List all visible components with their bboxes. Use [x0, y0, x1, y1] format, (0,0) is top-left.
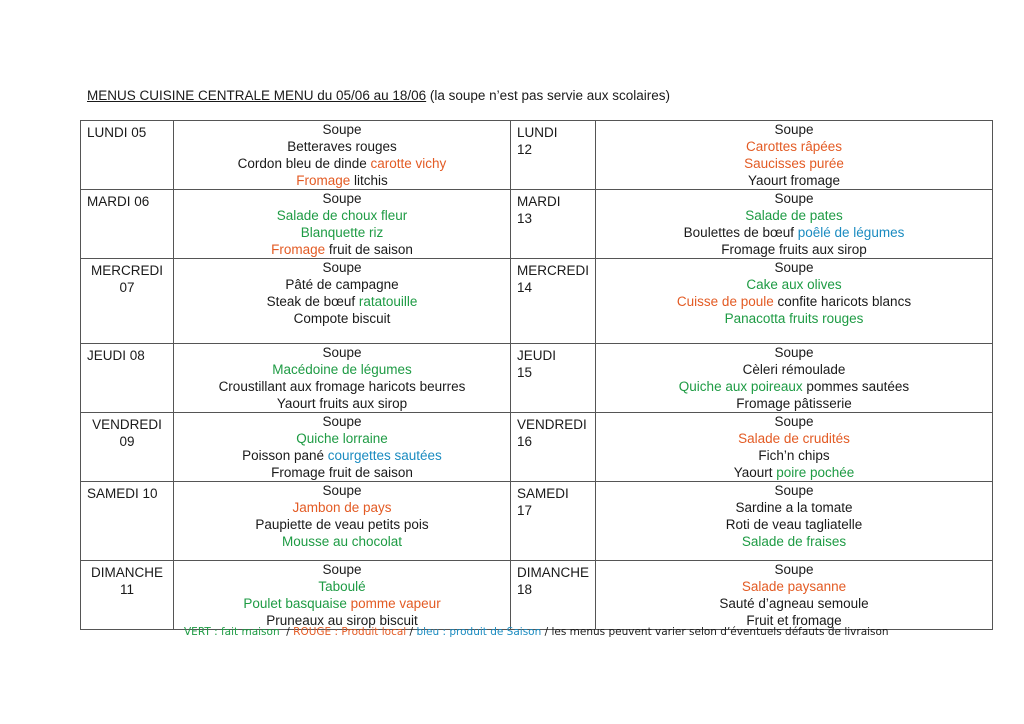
menu-item: [596, 293, 992, 310]
day-label: MERCREDI: [517, 263, 590, 278]
menu-item-text: poêlé de légumes: [797, 225, 905, 240]
menu-item-text: Quiche lorraine: [296, 431, 388, 446]
menu-item-text: Cuisse de poule: [676, 294, 774, 309]
menu-item: [174, 293, 510, 310]
menu-item-text: Soupe: [774, 260, 814, 275]
menu-item-text: litchis: [350, 173, 388, 188]
menu-item-text: Cèleri rémoulade: [742, 362, 846, 377]
menu-item-text: Panacotta fruits rouges: [724, 311, 864, 326]
menu-item-text: Sauté d’agneau semoule: [719, 596, 869, 611]
menu-item-text: Soupe: [322, 191, 362, 206]
menu-item-text: Croustillant aux fromage haricots beurres: [218, 379, 466, 394]
menu-item-text: Salade paysanne: [741, 579, 847, 594]
menu-item-text: Cordon bleu de dinde: [237, 156, 371, 171]
menu-item-text: Paupiette de veau petits pois: [255, 517, 429, 532]
day-label: LUNDI: [517, 125, 558, 140]
menu-item-text: Poisson pané: [242, 448, 328, 463]
meal-cell-right: [596, 482, 993, 561]
menu-item-text: Roti de veau tagliatelle: [725, 517, 863, 532]
menu-row: [81, 561, 993, 630]
menu-item-text: Salade de choux fleur: [276, 208, 408, 223]
menu-item-text: Sardine a la tomate: [735, 500, 853, 515]
menu-item-text: Taboulé: [318, 579, 366, 594]
menu-item-text: carotte vichy: [370, 156, 447, 171]
menu-item-text: Soupe: [322, 562, 362, 577]
menu-item: [174, 190, 510, 207]
legend-text: VERT : fait maison: [184, 626, 280, 638]
meal-cell-left: [174, 190, 511, 259]
menu-item-text: Fromage: [271, 242, 326, 257]
menu-item: [174, 310, 510, 327]
menu-item: [596, 595, 992, 612]
menu-item: [596, 207, 992, 224]
menu-item-text: Soupe: [322, 345, 362, 360]
day-label: MARDI: [517, 194, 561, 209]
meal-cell-right: [596, 190, 993, 259]
menu-item-text: Yaourt fromage: [747, 173, 841, 188]
menu-item-text: Jambon de pays: [292, 500, 392, 515]
day-cell-right: [511, 413, 596, 482]
menu-row: [81, 190, 993, 259]
meal-cell-right: [596, 259, 993, 344]
menu-item: [596, 464, 992, 481]
menu-item: [174, 138, 510, 155]
legend-text: ROUGE : Produit local: [293, 626, 407, 638]
menu-item: [596, 499, 992, 516]
menu-item-text: Steak de bœuf: [266, 294, 359, 309]
menu-item: [174, 395, 510, 412]
menu-item-text: ratatouille: [358, 294, 418, 309]
menu-item: [174, 241, 510, 258]
menu-row: [81, 344, 993, 413]
menu-item: [174, 259, 510, 276]
menu-item: [174, 516, 510, 533]
menu-item-text: poire pochée: [776, 465, 855, 480]
menu-item-text: Soupe: [774, 414, 814, 429]
menu-item-text: Salade de fraises: [741, 534, 847, 549]
menu-item-text: Fromage pâtisserie: [736, 396, 852, 411]
menu-item: [596, 561, 992, 578]
day-label: DIMANCHE: [90, 565, 163, 580]
menu-item: [174, 595, 510, 612]
menu-item-text: Soupe: [774, 483, 814, 498]
day-label: JEUDI: [517, 348, 557, 363]
day-label: SAMEDI: [517, 486, 569, 501]
menu-row: [81, 413, 993, 482]
day-label: 12: [517, 142, 533, 157]
page-title: [87, 88, 670, 103]
menu-item: [174, 361, 510, 378]
menu-item: [174, 155, 510, 172]
menu-item: [596, 138, 992, 155]
menu-item: [174, 499, 510, 516]
menu-item: [596, 533, 992, 550]
day-cell-right: [511, 482, 596, 561]
day-cell-right: [511, 561, 596, 630]
menu-item-text: Carottes râpées: [745, 139, 843, 154]
menu-item: [596, 155, 992, 172]
menu-item: [596, 361, 992, 378]
meal-cell-right: [596, 344, 993, 413]
menu-item-text: Saucisses purée: [744, 156, 844, 171]
menu-item-text: Soupe: [322, 414, 362, 429]
title-underlined: MENUS CUISINE CENTRALE MENU du 05/06 au 18/06: [87, 88, 427, 103]
menu-item: [174, 482, 510, 499]
day-label: LUNDI 05: [87, 125, 147, 140]
menu-item: [174, 344, 510, 361]
menu-item-text: fruit de saison: [325, 242, 413, 257]
day-label: MARDI 06: [87, 194, 150, 209]
menu-item: [596, 447, 992, 464]
menu-body: [81, 121, 993, 630]
menu-item-text: Quiche aux poireaux: [678, 379, 803, 394]
menu-item-text: Macédoine de légumes: [272, 362, 412, 377]
menu-item: [174, 172, 510, 189]
menu-item: [596, 578, 992, 595]
menu-item: [596, 430, 992, 447]
menu-item-text: courgettes sautées: [327, 448, 442, 463]
day-label: VENDREDI: [92, 417, 162, 432]
menu-item-text: Pâté de campagne: [285, 277, 399, 292]
day-cell-left: [81, 121, 174, 190]
day-cell-right: [511, 259, 596, 344]
menu-item: [174, 578, 510, 595]
menu-item: [174, 378, 510, 395]
menu-item-text: Salade de pates: [745, 208, 843, 223]
menu-item: [596, 516, 992, 533]
day-label: 13: [517, 211, 533, 226]
day-label: 18: [517, 582, 533, 597]
menu-item: [596, 395, 992, 412]
day-label: VENDREDI: [517, 417, 587, 432]
meal-cell-left: [174, 413, 511, 482]
menu-item: [596, 482, 992, 499]
menu-item: [596, 344, 992, 361]
menu-item-text: Soupe: [774, 345, 814, 360]
menu-item-text: Fromage fruit de saison: [271, 465, 413, 480]
meal-cell-right: [596, 121, 993, 190]
menu-item: [596, 190, 992, 207]
menu-item-text: Soupe: [774, 191, 814, 206]
legend-text: bleu : produit de Saison: [416, 626, 542, 638]
menu-item-text: Blanquette riz: [300, 225, 384, 240]
day-label: 15: [517, 365, 533, 380]
legend-text: /: [406, 626, 417, 638]
menu-item: [596, 121, 992, 138]
menu-item-text: pomme vapeur: [350, 596, 441, 611]
menu-row: [81, 259, 993, 344]
meal-cell-left: [174, 344, 511, 413]
menu-item-text: Soupe: [322, 260, 362, 275]
menu-item: [596, 241, 992, 258]
menu-row: [81, 121, 993, 190]
meal-cell-left: [174, 482, 511, 561]
menu-item: [174, 533, 510, 550]
day-cell-left: [81, 190, 174, 259]
menu-item-text: Betteraves rouges: [287, 139, 397, 154]
menu-item-text: Soupe: [322, 483, 362, 498]
menu-item: [596, 172, 992, 189]
day-label: 17: [517, 503, 533, 518]
menu-item-text: pommes sautées: [802, 379, 910, 394]
menu-item-text: Cake aux olives: [746, 277, 842, 292]
day-cell-left: [81, 561, 174, 630]
menu-item-text: Fromage fruits aux sirop: [721, 242, 867, 257]
legend-footer: [184, 626, 889, 638]
day-cell-left: [81, 344, 174, 413]
day-label: 16: [517, 434, 533, 449]
menu-item: [596, 224, 992, 241]
day-label: 14: [517, 280, 533, 295]
menu-item-text: Soupe: [322, 122, 362, 137]
day-cell-right: [511, 121, 596, 190]
menu-item: [174, 413, 510, 430]
day-cell-left: [81, 482, 174, 561]
menu-item: [174, 207, 510, 224]
menu-item: [596, 276, 992, 293]
menu-item: [596, 413, 992, 430]
meal-cell-left: [174, 121, 511, 190]
meal-cell-left: [174, 259, 511, 344]
menu-item: [596, 259, 992, 276]
legend-text: /: [279, 626, 294, 638]
menu-item-text: Yaourt: [733, 465, 777, 480]
meal-cell-left: [174, 561, 511, 630]
menu-item-text: Soupe: [774, 122, 814, 137]
menu-item-text: Mousse au chocolat: [281, 534, 403, 549]
menu-item-text: confite haricots blancs: [773, 294, 912, 309]
menu-item-text: Soupe: [774, 562, 814, 577]
meal-cell-right: [596, 561, 993, 630]
menu-item-text: Fich’n chips: [758, 448, 830, 463]
day-label: SAMEDI 10: [87, 486, 158, 501]
menu-item-text: Salade de crudités: [738, 431, 850, 446]
day-label: 07: [119, 280, 135, 295]
menu-item-text: Pruneaux au sirop biscuit: [266, 613, 418, 628]
menu-item: [174, 447, 510, 464]
day-label: 11: [119, 582, 134, 597]
day-cell-right: [511, 190, 596, 259]
menu-item-text: Poulet basquaise: [243, 596, 351, 611]
menu-table: [80, 120, 993, 630]
menu-row: [81, 482, 993, 561]
menu-item: [174, 561, 510, 578]
day-label: 09: [119, 434, 135, 449]
meal-cell-right: [596, 413, 993, 482]
title-note: (la soupe n’est pas servie aux scolaires): [426, 88, 671, 103]
menu-item: [174, 224, 510, 241]
menu-item: [174, 121, 510, 138]
menu-item: [596, 310, 992, 327]
day-label: DIMANCHE: [517, 565, 590, 580]
day-label: MERCREDI: [90, 263, 163, 278]
day-label: JEUDI 08: [87, 348, 145, 363]
menu-item-text: Fruit et fromage: [746, 613, 842, 628]
menu-item: [174, 276, 510, 293]
menu-item-text: Yaourt fruits aux sirop: [276, 396, 408, 411]
menu-item-text: Compote biscuit: [293, 311, 391, 326]
menu-item-text: Boulettes de bœuf: [683, 225, 798, 240]
menu-item: [174, 464, 510, 481]
menu-item-text: Fromage: [296, 173, 351, 188]
day-cell-left: [81, 259, 174, 344]
day-cell-right: [511, 344, 596, 413]
legend-text: / les menus peuvent varier selon d’éventuels défauts de livraison: [541, 626, 889, 638]
day-cell-left: [81, 413, 174, 482]
menu-item: [174, 430, 510, 447]
menu-item: [596, 378, 992, 395]
